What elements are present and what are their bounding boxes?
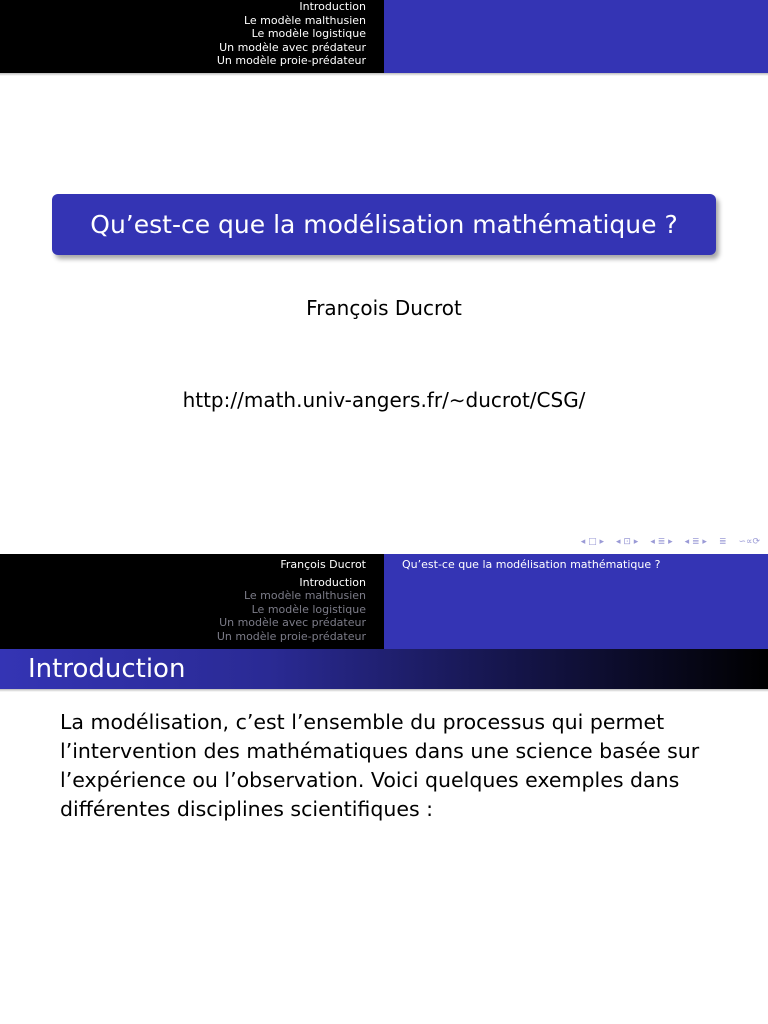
section-link-proie-predateur[interactable]: Un modèle proie-prédateur (216, 54, 366, 68)
section-link-logistique[interactable]: Le modèle logistique (251, 27, 366, 41)
frame-title: Introduction (0, 649, 768, 689)
section-nav (0, 554, 384, 649)
header-right-panel (384, 0, 768, 73)
beamer-navigation (581, 537, 760, 547)
header-bar (0, 0, 768, 73)
nav-section-icon[interactable]: ◂ ≣ ▸ (650, 537, 673, 547)
body-line: différentes disciplines scientifiques : (60, 797, 434, 821)
author-url[interactable]: http://math.univ-angers.fr/∼ducrot/CSG/ (182, 388, 586, 412)
section-link-malthusien[interactable]: Le modèle malthusien (243, 589, 366, 603)
author-name: François Ducrot (306, 296, 462, 320)
nav-subsection-icon[interactable]: ◂ ⊡ ▸ (616, 537, 639, 547)
slide-introduction (0, 554, 768, 1024)
header-bar (0, 554, 768, 649)
header-right-panel (384, 554, 768, 649)
header-title: Qu’est-ce que la modélisation mathématique ? (402, 558, 661, 571)
section-nav (0, 0, 384, 73)
section-link-proie-predateur[interactable]: Un modèle proie-prédateur (216, 629, 366, 643)
body-line: l’intervention des mathématiques dans une science basée sur (60, 739, 700, 763)
frametitle-shadow (0, 689, 768, 692)
section-link-malthusien[interactable]: Le modèle malthusien (243, 13, 366, 27)
body-line: La modélisation, c’est l’ensemble du processus qui permet (60, 710, 665, 734)
nav-slide-icon[interactable]: ◂ ≣ ▸ (684, 537, 707, 547)
nav-toc-icon[interactable]: ≣ (718, 537, 727, 547)
section-link-introduction[interactable]: Introduction (299, 0, 366, 13)
section-link-predateur[interactable]: Un modèle avec prédateur (219, 616, 366, 630)
nav-frame-icon[interactable]: ◂ □ ▸ (580, 537, 604, 547)
header-author: François Ducrot (280, 558, 366, 571)
section-link-predateur[interactable]: Un modèle avec prédateur (219, 40, 366, 54)
nav-search-icon[interactable]: ∽∝⟳ (738, 537, 760, 547)
section-link-introduction[interactable]: Introduction (299, 575, 366, 589)
body-line: l’expérience ou l’observation. Voici quelques exemples dans (60, 768, 680, 792)
header-shadow (0, 73, 768, 76)
presentation-title: Qu’est-ce que la modélisation mathématique ? (52, 194, 716, 255)
body-paragraph (60, 708, 720, 824)
section-link-logistique[interactable]: Le modèle logistique (251, 602, 366, 616)
